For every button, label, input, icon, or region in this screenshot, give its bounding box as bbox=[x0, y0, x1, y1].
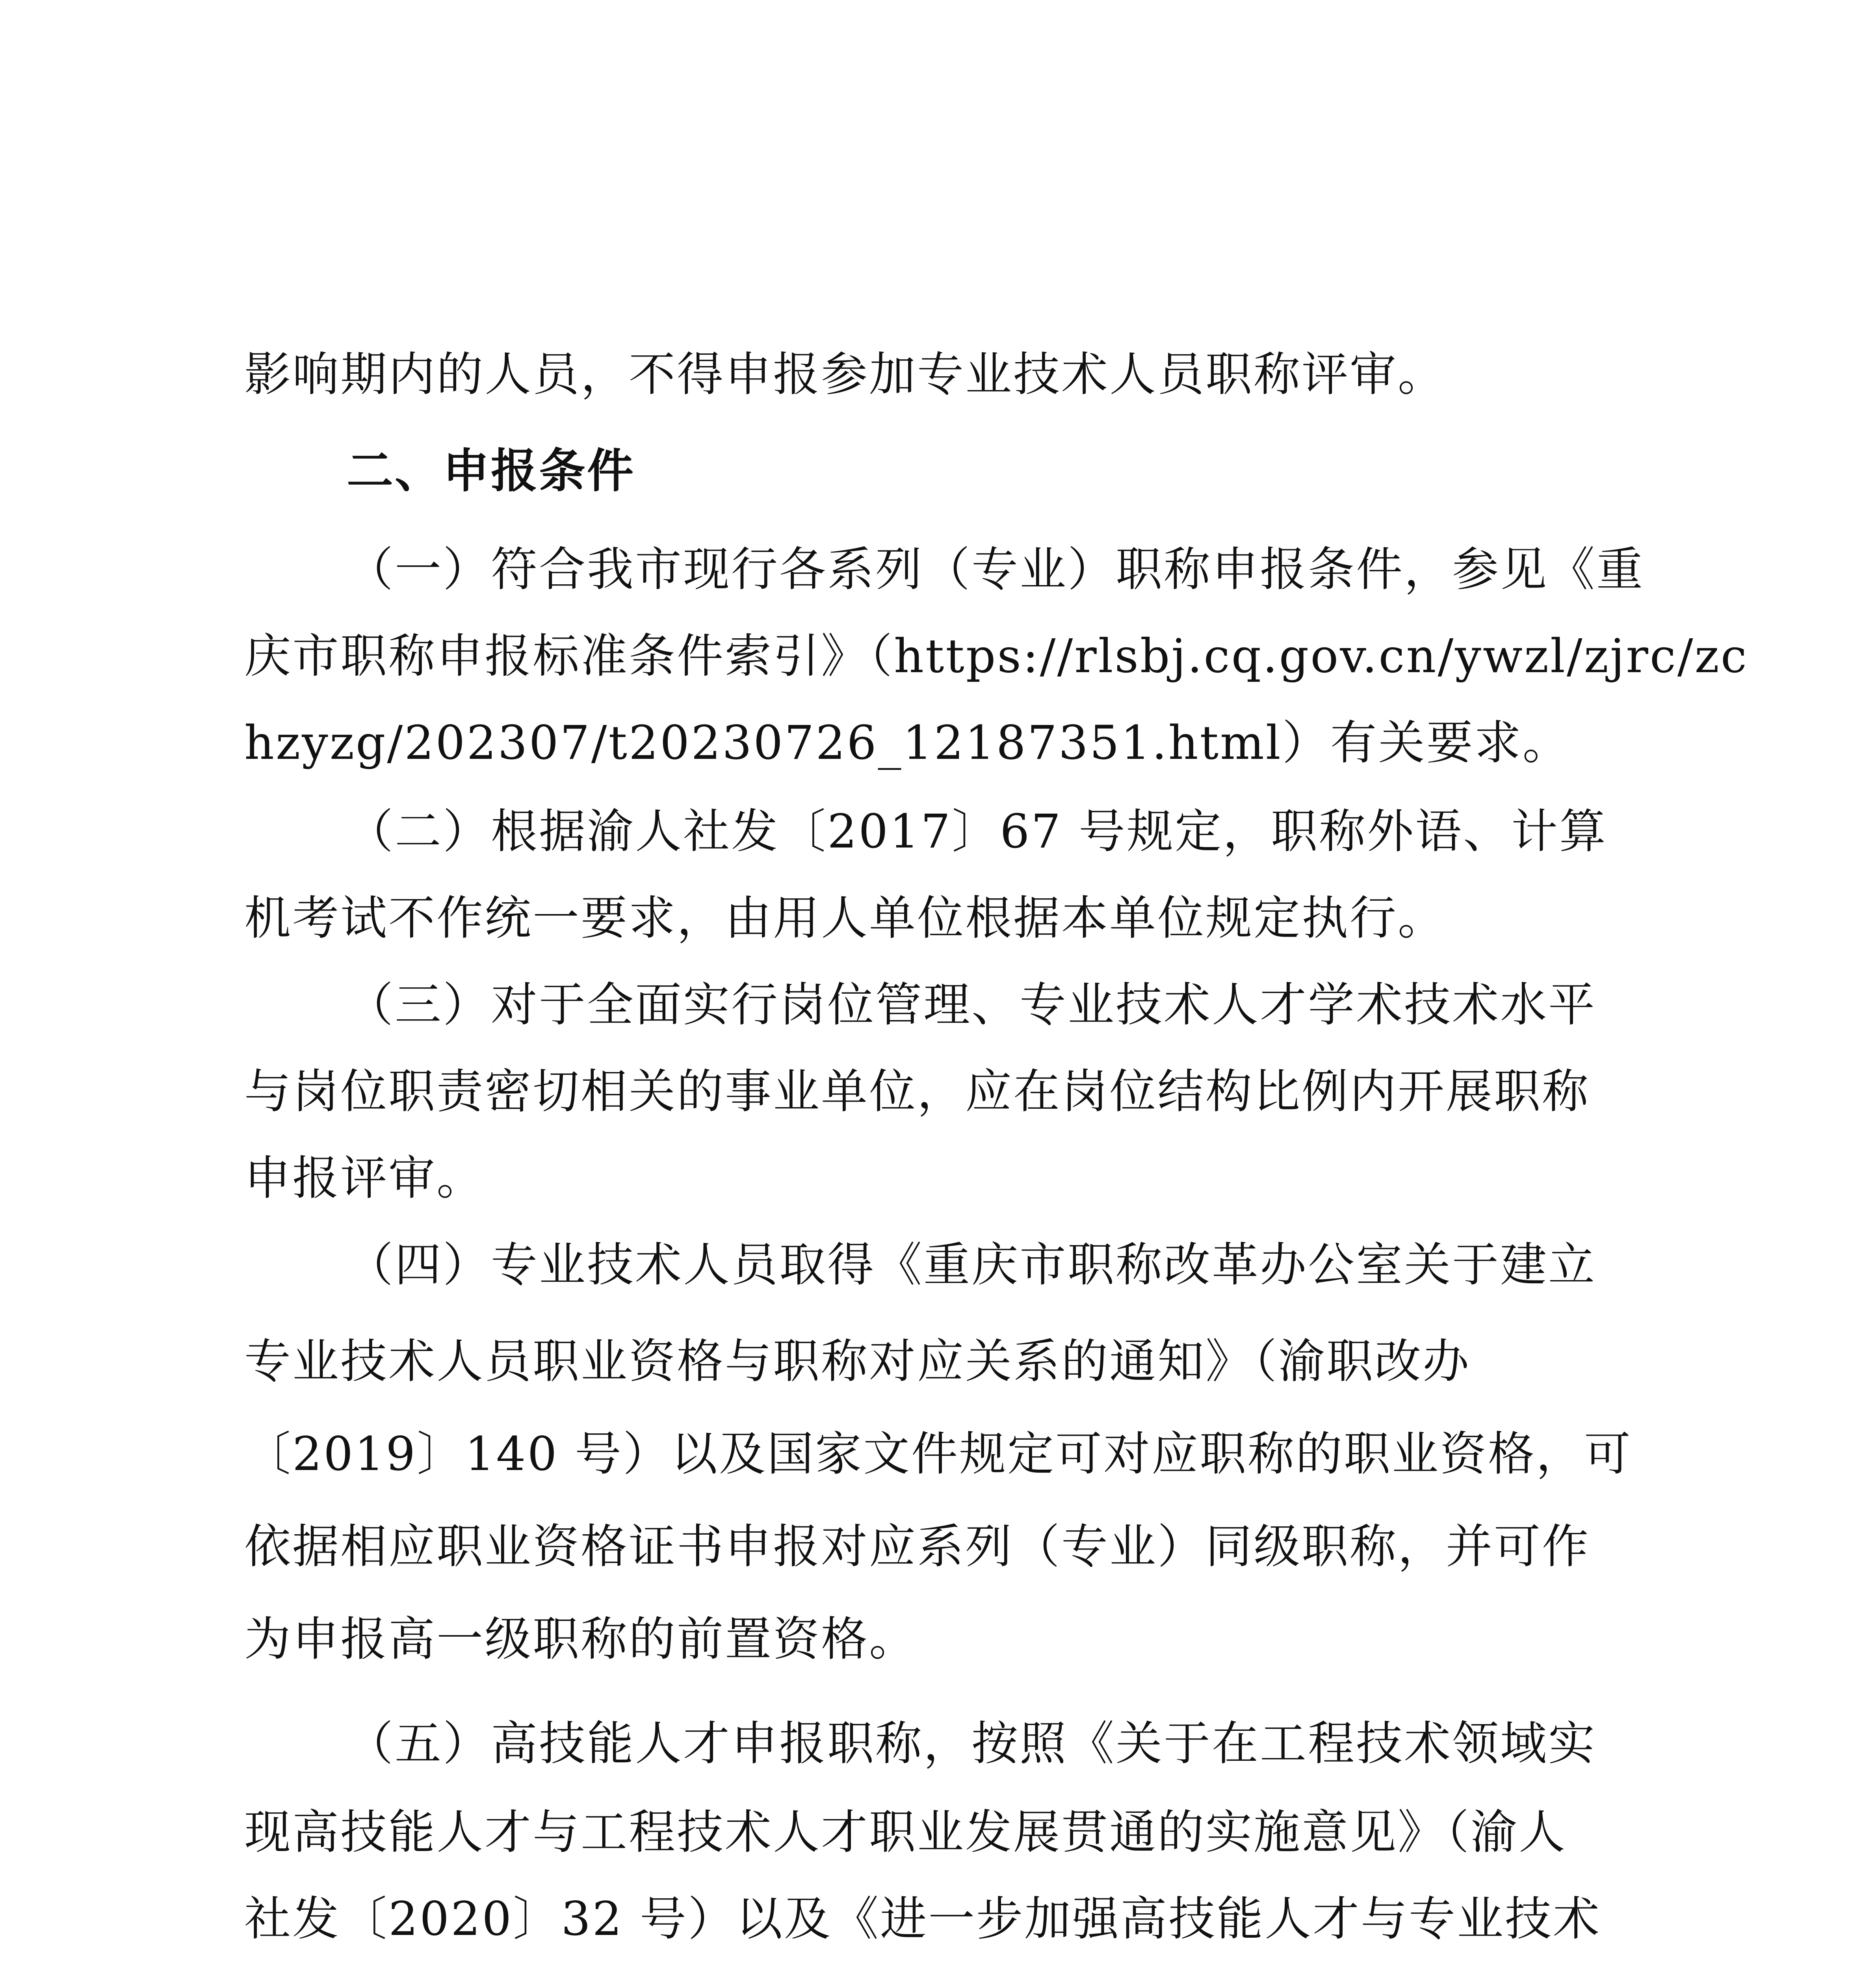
body-line: （五）高技能人才申报职称，按照《关于在工程技术领域实 bbox=[347, 1716, 1597, 1771]
body-line: 依据相应职业资格证书申报对应系列（专业）同级职称，并可作 bbox=[244, 1519, 1590, 1574]
body-line: 机考试不作统一要求，由用人单位根据本单位规定执行。 bbox=[244, 891, 1446, 945]
body-line: （一）符合我市现行各系列（专业）职称申报条件，参见《重 bbox=[347, 542, 1645, 597]
body-line: （二）根据渝人社发〔2017〕67 号规定，职称外语、计算 bbox=[347, 804, 1607, 859]
body-line: 庆市职称申报标准条件索引》（https://rlsbj.cq.gov.cn/ywzl/zjrc/zc bbox=[244, 629, 1748, 683]
body-line: 申报评审。 bbox=[244, 1151, 485, 1205]
body-line: （四）专业技术人员取得《重庆市职称改革办公室关于建立 bbox=[347, 1238, 1597, 1292]
body-line: （三）对于全面实行岗位管理、专业技术人才学术技术水平 bbox=[347, 978, 1597, 1032]
body-line: 为申报高一级职称的前置资格。 bbox=[244, 1612, 918, 1666]
section-heading: 二、申报条件 bbox=[347, 444, 635, 498]
body-line: 社发〔2020〕32 号）以及《进一步加强高技能人才与专业技术 bbox=[244, 1892, 1601, 1946]
body-line: 专业技术人员职业资格与职称对应关系的通知》（渝职改办 bbox=[244, 1334, 1471, 1388]
body-line: hzyzg/202307/t20230726_12187351.html）有关要求。 bbox=[244, 716, 1571, 770]
body-line: 与岗位职责密切相关的事业单位，应在岗位结构比例内开展职称 bbox=[244, 1064, 1590, 1119]
body-line: 现高技能人才与工程技术人才职业发展贯通的实施意见》（渝人 bbox=[244, 1805, 1567, 1859]
body-line: 影响期内的人员，不得申报参加专业技术人员职称评审。 bbox=[244, 347, 1446, 401]
body-line: 〔2019〕140 号）以及国家文件规定可对应职称的职业资格，可 bbox=[244, 1427, 1633, 1481]
